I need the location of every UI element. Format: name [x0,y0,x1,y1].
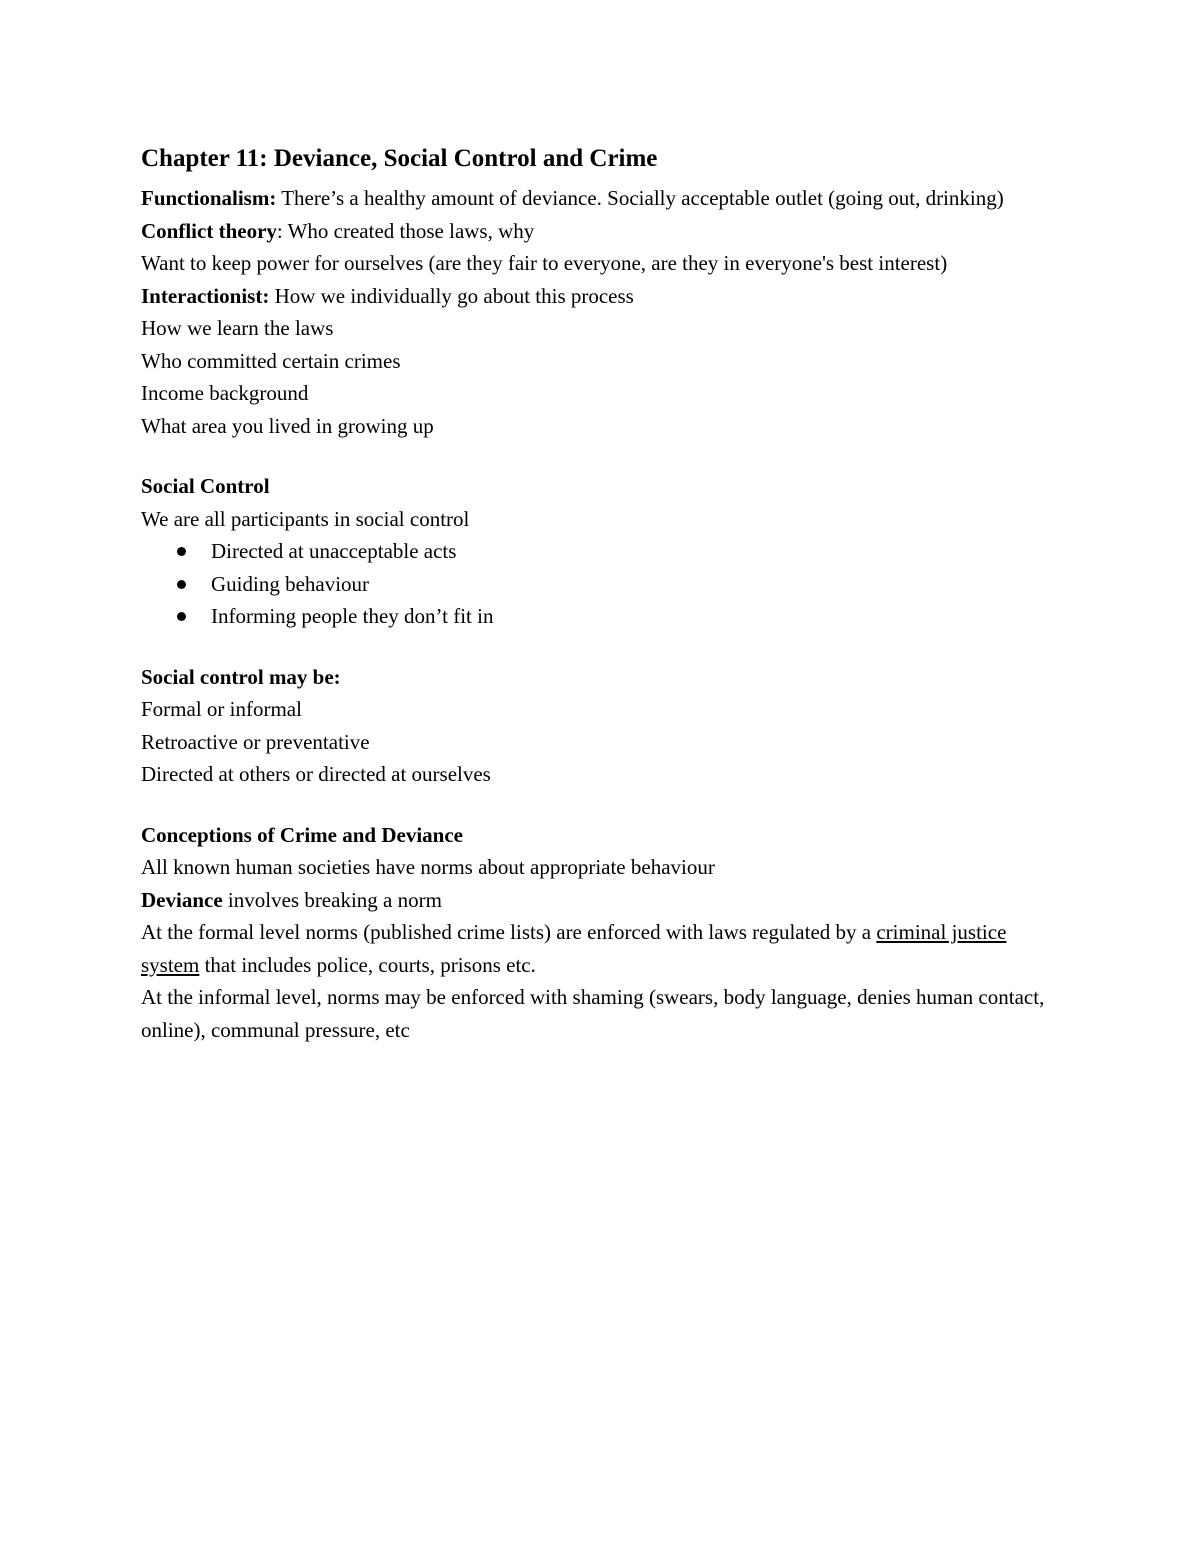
conflict-theory-paragraph [141,215,1061,248]
conflict-theory-line-2: Want to keep power for ourselves (are they fair to everyone, are they in everyone's best interest) [141,251,948,275]
deviance-label: Deviance [141,887,223,912]
text-line: Retroactive or preventative [141,729,370,754]
list-item-text: Informing people they don’t fit in [211,604,494,628]
paragraph-gap [141,442,1061,470]
formal-level-text-start: At the formal level norms (published crime lists) are enforced with laws regulated by a [141,920,877,944]
text-line: Income background [141,381,309,405]
text-line: Who committed certain crimes [141,348,401,373]
text-line: Directed at others or directed at ourselves [141,762,491,786]
text-line: All known human societies have norms about appropriate behaviour [141,855,715,879]
bullet-icon [177,547,186,556]
paragraph-gap [141,791,1061,819]
deviance-paragraph [141,884,1061,917]
formal-level-paragraph [141,916,1061,981]
bullet-icon [177,612,186,621]
social-control-bullet-list [141,535,1061,633]
social-control-types-heading: Social control may be: [141,664,341,689]
list-item [211,568,1061,601]
formal-level-text-end: that includes police, courts, prisons etc. [199,952,536,977]
list-item [211,600,1061,633]
functionalism-label: Functionalism: [141,186,277,210]
paragraph-gap [141,633,1061,661]
informal-level-paragraph: At the informal level, norms may be enforced with shaming (swears, body language, denies human contact, online), communal pressure, etc [141,985,1045,1042]
conflict-theory-text: : Who created those laws, why [276,218,535,243]
functionalism-paragraph [141,182,1061,215]
conflict-theory-label: Conflict theory [141,218,277,243]
interactionist-label: Interactionist: [141,283,270,308]
interactionist-paragraph [141,280,1061,313]
list-item [211,535,1061,568]
list-item-text: Directed at unacceptable acts [211,539,457,563]
social-control-intro: We are all participants in social control [141,506,470,531]
social-control-heading: Social Control [141,474,270,498]
chapter-title: Chapter 11: Deviance, Social Control and Crime [141,145,658,172]
text-line: How we learn the laws [141,316,334,340]
conceptions-heading: Conceptions of Crime and Deviance [141,822,463,847]
deviance-text: involves breaking a norm [222,887,442,912]
list-item-text: Guiding behaviour [211,571,370,596]
bullet-icon [177,580,186,589]
document-body [141,140,1061,1046]
interactionist-text: How we individually go about this process [269,283,634,308]
text-line: What area you lived in growing up [141,413,434,438]
criminal-justice-system-term: criminal justice system [141,920,1007,977]
text-line: Formal or informal [141,697,302,721]
functionalism-text: There’s a healthy amount of deviance. Socially acceptable outlet (going out, drinking) [276,186,1004,210]
